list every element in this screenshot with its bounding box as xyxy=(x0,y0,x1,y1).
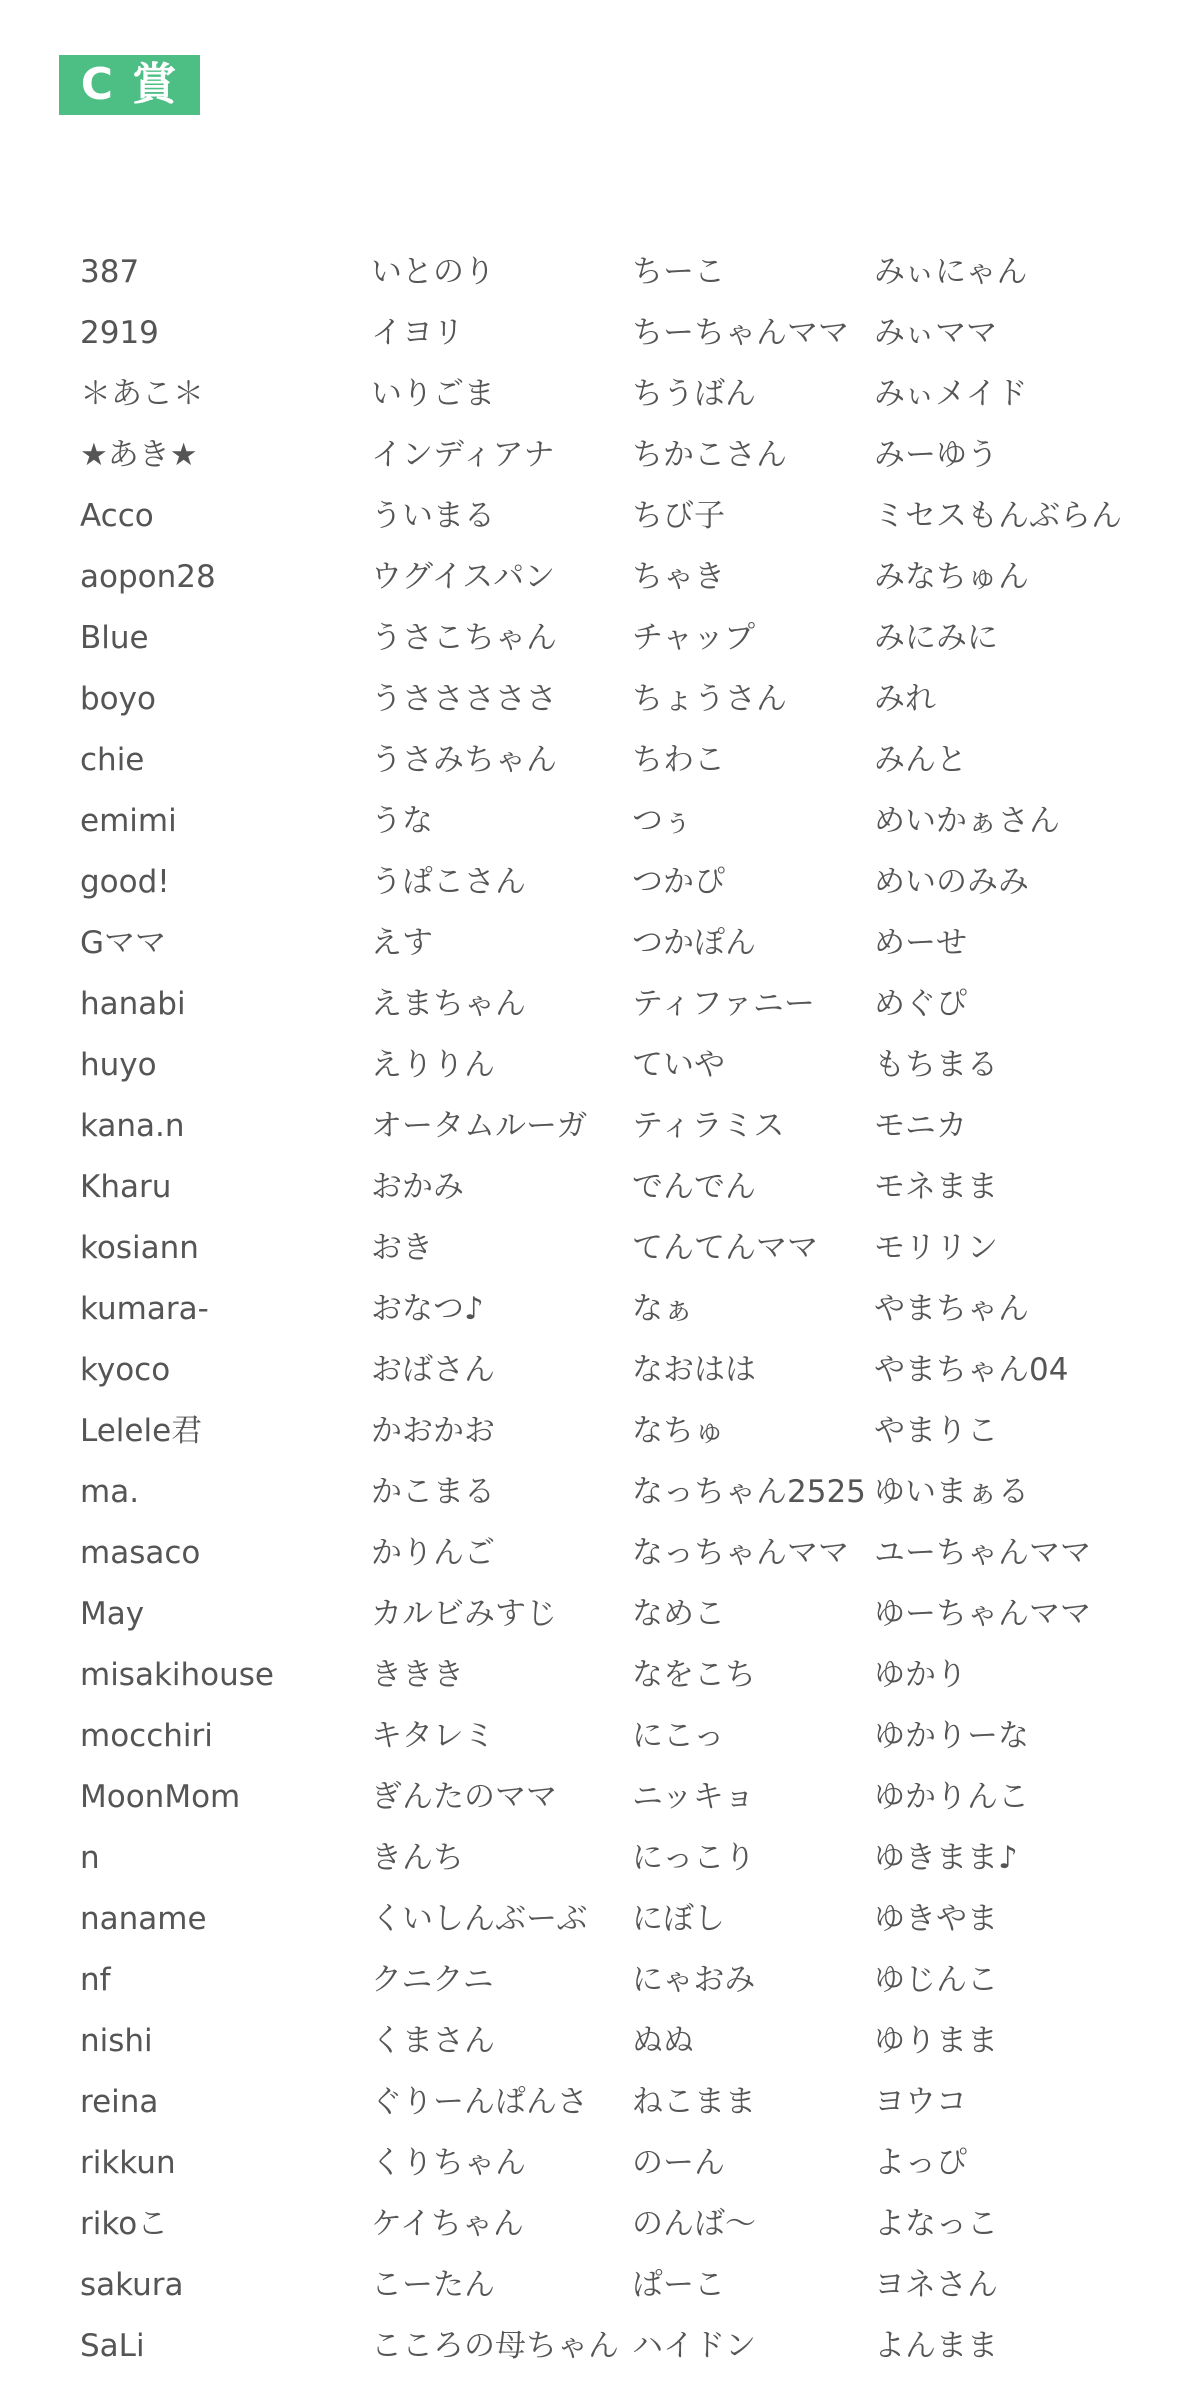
winner-name: nishi xyxy=(80,2023,153,2059)
winner-name: みぃメイド xyxy=(874,376,1028,412)
winner-name: なぁ xyxy=(632,1291,694,1327)
winner-name: おかみ xyxy=(371,1169,464,1205)
winner-name: にこっ xyxy=(632,1718,725,1754)
winner-name: ぐりーんぱんさ xyxy=(371,2084,588,2120)
winner-name: えりりん xyxy=(371,1047,495,1083)
winner-name: ういまる xyxy=(371,498,495,534)
winner-name: Gママ xyxy=(80,925,167,961)
winner-name: chie xyxy=(80,742,145,778)
winner-name: にっこり xyxy=(632,1840,756,1876)
winner-name: かりんご xyxy=(371,1535,495,1571)
winner-name: おき xyxy=(371,1230,433,1266)
winner-name: sakura xyxy=(80,2267,184,2303)
section-badge: C 賞 xyxy=(59,55,200,115)
winner-name: おなつ♪ xyxy=(371,1291,484,1327)
winner-name: うさこちゃん xyxy=(371,620,557,656)
winner-name: えす xyxy=(371,925,433,961)
winner-name: ぱーこ xyxy=(632,2267,725,2303)
winner-name: Kharu xyxy=(80,1169,172,1205)
winner-name: のーん xyxy=(632,2145,725,2181)
winner-name: モリリン xyxy=(874,1230,998,1266)
winner-name: good! xyxy=(80,864,170,900)
winner-name: つぅ xyxy=(632,803,694,839)
winner-name: つかぴ xyxy=(632,864,725,900)
winner-name: にゃおみ xyxy=(632,1962,756,1998)
winner-name: うさささささ xyxy=(371,681,557,717)
winner-name: ちゃき xyxy=(632,559,725,595)
winner-name: 2919 xyxy=(80,315,159,351)
winner-name: みぃママ xyxy=(874,315,998,351)
winner-name: rikkun xyxy=(80,2145,176,2181)
winner-name: misakihouse xyxy=(80,1657,275,1693)
winner-name: ききき xyxy=(371,1657,464,1693)
winner-name: ゆかりーな xyxy=(874,1718,1029,1754)
winner-name: なちゅ xyxy=(632,1413,725,1449)
winner-name: May xyxy=(80,1596,145,1632)
winner-name: みぃにゃん xyxy=(874,254,1028,290)
winner-name: ケイちゃん xyxy=(371,2206,524,2242)
winner-name: みーゆう xyxy=(874,437,998,473)
winner-name: ヨウコ xyxy=(874,2084,967,2120)
winner-name: ニッキョ xyxy=(632,1779,755,1815)
winner-name: masaco xyxy=(80,1535,201,1571)
winner-name: ティファニー xyxy=(632,986,815,1022)
winner-name-grid xyxy=(80,252,1174,2387)
winner-name: なおはは xyxy=(632,1352,756,1388)
winner-name: いとのり xyxy=(371,254,495,290)
winner-name: ちょうさん xyxy=(632,681,787,717)
winner-name: ゆいまぁる xyxy=(874,1474,1029,1510)
winner-name: ちび子 xyxy=(632,498,725,534)
winner-name: めいかぁさん xyxy=(874,803,1060,839)
winner-name: かおかお xyxy=(371,1413,495,1449)
winner-name: boyo xyxy=(80,681,156,717)
winner-name: いりごま xyxy=(371,376,495,412)
winner-name: やまちゃん04 xyxy=(874,1352,1069,1388)
winner-name: おばさん xyxy=(371,1352,495,1388)
winner-name: もちまる xyxy=(874,1047,998,1083)
winner-name: n xyxy=(80,1840,100,1876)
winner-name: でんでん xyxy=(632,1169,756,1205)
winner-name: モネまま xyxy=(874,1169,998,1205)
winner-name: こころの母ちゃん xyxy=(371,2328,619,2364)
winner-name: ma. xyxy=(80,1474,140,1510)
winner-name: kosiann xyxy=(80,1230,199,1266)
winner-name: ぬぬ xyxy=(632,2023,694,2059)
winner-name: ゆきまま♪ xyxy=(874,1840,1018,1876)
winner-name: rikoこ xyxy=(80,2206,169,2242)
winner-name: Acco xyxy=(80,498,154,534)
winner-name: Lelele君 xyxy=(80,1413,203,1449)
winner-name: かこまる xyxy=(371,1474,495,1510)
winner-name: ちわこ xyxy=(632,742,725,778)
winner-name: めいのみみ xyxy=(874,864,1029,900)
winner-name: ハイドン xyxy=(632,2328,756,2364)
winner-name: ミセスもんぶらん xyxy=(874,498,1122,534)
winner-name: ちかこさん xyxy=(632,437,787,473)
winner-name: ていや xyxy=(632,1047,725,1083)
winner-name: mocchiri xyxy=(80,1718,213,1754)
winner-name: うな xyxy=(371,803,433,839)
winner-name: ティラミス xyxy=(632,1108,785,1144)
winner-name: えまちゃん xyxy=(371,986,526,1022)
winner-name: kana.n xyxy=(80,1108,185,1144)
winner-name: なをこち xyxy=(632,1657,756,1693)
winner-name: イヨリ xyxy=(371,315,464,351)
winner-name: ＊あこ＊ xyxy=(80,376,204,412)
winner-name: なっちゃん2525 xyxy=(632,1474,866,1510)
winner-name: naname xyxy=(80,1901,207,1937)
winner-name: SaLi xyxy=(80,2328,145,2364)
winner-name: なめこ xyxy=(632,1596,725,1632)
winner-name: めーせ xyxy=(874,925,967,961)
winner-name: ヨネさん xyxy=(874,2267,998,2303)
winner-name: MoonMom xyxy=(80,1779,241,1815)
winner-name: nf xyxy=(80,1962,111,1998)
winner-name: チャップ xyxy=(632,620,756,656)
winner-name: クニクニ xyxy=(371,1962,494,1998)
winner-name: ユーちゃんママ xyxy=(874,1535,1091,1571)
winner-name: うさみちゃん xyxy=(371,742,557,778)
winner-name: Blue xyxy=(80,620,149,656)
winner-name: にぼし xyxy=(632,1901,725,1937)
winner-name: ゆきやま xyxy=(874,1901,998,1937)
winner-name: ちうばん xyxy=(632,376,756,412)
winner-name: よっぴ xyxy=(874,2145,967,2181)
winner-name: のんば〜 xyxy=(632,2206,756,2242)
winner-name: うぱこさん xyxy=(371,864,526,900)
winner-name: ゆりまま xyxy=(874,2023,998,2059)
winner-name: くまさん xyxy=(371,2023,495,2059)
winner-name: よんまま xyxy=(874,2328,998,2364)
winner-name: よなっこ xyxy=(874,2206,998,2242)
winner-name: つかぽん xyxy=(632,925,756,961)
winner-name: kyoco xyxy=(80,1352,171,1388)
winner-name: ゆかりんこ xyxy=(874,1779,1029,1815)
winner-name: みれ xyxy=(874,681,936,717)
winner-name: 387 xyxy=(80,254,140,290)
winner-name: やまりこ xyxy=(874,1413,998,1449)
winner-name: ウグイスパン xyxy=(371,559,556,595)
winner-name: ちーこ xyxy=(632,254,725,290)
winner-name: なっちゃんママ xyxy=(632,1535,849,1571)
winner-name: kumara- xyxy=(80,1291,209,1327)
winner-name: ゆじんこ xyxy=(874,1962,998,1998)
winner-name: みなちゅん xyxy=(874,559,1029,595)
winner-name: ゆかり xyxy=(874,1657,967,1693)
winner-name: ちーちゃんママ xyxy=(632,315,849,351)
winner-name: みにみに xyxy=(874,620,998,656)
winner-name: ぎんたのママ xyxy=(371,1779,557,1815)
winner-name: やまちゃん xyxy=(874,1291,1029,1327)
winner-name: くりちゃん xyxy=(371,2145,526,2181)
winner-name: reina xyxy=(80,2084,159,2120)
winner-name: モニカ xyxy=(874,1108,967,1144)
winner-name: くいしんぶーぶ xyxy=(371,1901,588,1937)
winner-name: てんてんママ xyxy=(632,1230,818,1266)
winner-name: めぐぴ xyxy=(874,986,967,1022)
winner-name: みんと xyxy=(874,742,967,778)
winner-name: ねこまま xyxy=(632,2084,756,2120)
winner-name: キタレミ xyxy=(371,1718,495,1754)
winner-name: きんち xyxy=(371,1840,464,1876)
winner-name: aopon28 xyxy=(80,559,216,595)
winner-name: hanabi xyxy=(80,986,186,1022)
winner-name: ゆーちゃんママ xyxy=(874,1596,1091,1632)
winner-name: インディアナ xyxy=(371,437,555,473)
winner-name: ★あき★ xyxy=(80,437,198,473)
winner-name: カルビみすじ xyxy=(371,1596,557,1632)
winner-name: huyo xyxy=(80,1047,157,1083)
winner-name: オータムルーガ xyxy=(371,1108,588,1144)
winner-name: emimi xyxy=(80,803,177,839)
winner-name: こーたん xyxy=(371,2267,495,2303)
